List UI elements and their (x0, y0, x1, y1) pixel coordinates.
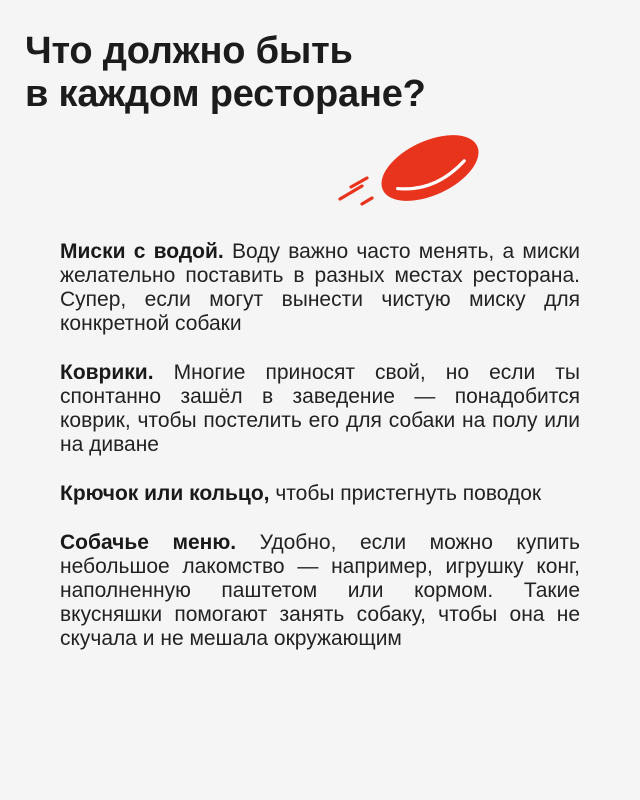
list-item (60, 531, 580, 651)
item-heading: Миски с водой. (60, 240, 224, 263)
item-text: чтобы пристегнуть поводок (269, 482, 542, 505)
list-item (60, 482, 580, 506)
item-text: Воду важно часто менять, а миски желательно поставить в разных местах ресторана. Супер, если могут вынести чистую миску для конкретной собаки (60, 240, 580, 335)
list-item (60, 361, 580, 457)
list (60, 240, 580, 676)
item-heading: Собачье меню. (60, 531, 237, 554)
title-line-2: в каждом ресторане? (25, 73, 426, 115)
item-text: Многие приносят свой, но если ты спонтанно зашёл в заведение — понадобится коврик, чтобы постелить его для собаки на полу или на диване (60, 361, 580, 456)
item-heading: Коврики. (60, 361, 154, 384)
item-text: Удобно, если можно купить небольшое лакомство — например, игрушку конг, наполненную паштетом или кормом. Такие вкусняшки помогают занять собаку, чтобы она не скучала и не мешала окружающим (60, 531, 580, 650)
list-item (60, 240, 580, 336)
frisbee-icon (328, 118, 488, 213)
page-title (25, 30, 426, 116)
title-line-1: Что должно быть (25, 30, 353, 72)
item-heading: Крючок или кольцо, (60, 482, 270, 505)
